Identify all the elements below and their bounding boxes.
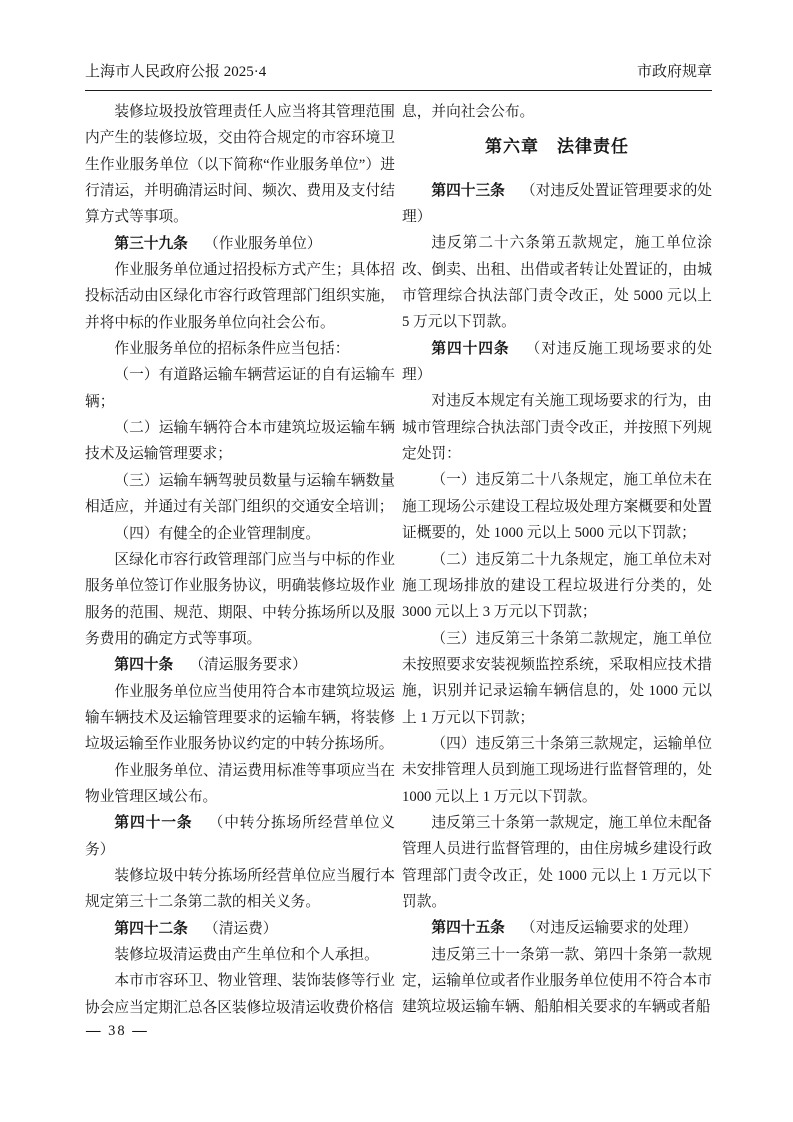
article-title: （清运服务要求）	[189, 657, 307, 674]
article-heading	[402, 178, 712, 231]
article-number: 第四十三条	[431, 182, 505, 199]
paragraph: 装修垃圾清运费由产生单位和个人承担。	[114, 947, 379, 963]
paragraph: （二）运输车辆符合本市建筑垃圾运输车辆技术及运输管理要求；	[85, 420, 395, 463]
article-number: 第四十五条	[431, 920, 505, 937]
article-number: 第四十条	[114, 657, 174, 674]
article-number: 第四十一条	[114, 815, 193, 832]
page-header	[85, 62, 712, 91]
column-left	[85, 99, 395, 1021]
footer-dash-left: —	[86, 1023, 103, 1039]
paragraph: 区绿化市容行政管理部门应当与中标的作业服务单位签订作业服务协议，明确装修垃圾作业服务的范围、规范、期限、中转分拣场所以及服务费用的确定方式等事项。	[85, 551, 395, 647]
paragraph: （四）有健全的企业管理制度。	[114, 525, 321, 542]
column-right	[402, 99, 712, 1021]
document-body	[85, 99, 712, 1021]
paragraph: 作业服务单位、清运费用标准等事项应当在物业管理区域公布。	[85, 762, 395, 805]
paragraph: 本市市容环卫、物业管理、装饰装修等行业协会应当定期汇总各区装修垃圾清运收费价格信	[85, 973, 395, 1016]
paragraph: 违反第三十一条第一款、第四十条第一款规定，运输单位或者作业服务单位使用不符合本市建筑垃圾运输车辆、船舶相关要求的车辆或者船	[402, 946, 712, 1016]
article-title: （中转分拣场所经营单位义务）	[85, 815, 395, 858]
paragraph: 作业服务单位的招标条件应当包括：	[114, 341, 350, 358]
article-heading	[85, 916, 395, 942]
paragraph: 作业服务单位通过招投标方式产生；具体招投标活动由区绿化市容行政管理部门组织实施，并将中标的作业服务单位向社会公布。	[85, 262, 395, 331]
article-title: （清运费）	[204, 920, 278, 937]
page-footer	[86, 1021, 149, 1041]
article-title: （对违反处置证管理要求的处理）	[402, 182, 712, 226]
article-title: （对违反运输要求的处理）	[521, 920, 698, 937]
article-title: （作业服务单位）	[204, 235, 322, 252]
paragraph: 作业服务单位应当使用符合本市建筑垃圾运输车辆技术及运输管理要求的运输车辆，将装修垃圾运输至作业服务协议约定的中转分拣场所。	[85, 683, 395, 753]
paragraph: 违反第二十六条第五款规定，施工单位涂改、倒卖、出租、出借或者转让处置证的，由城市管理综合执法部门责令改正，处 5000 元以上 5 万元以下罚款。	[402, 235, 712, 331]
article-heading	[402, 915, 712, 941]
article-heading	[85, 810, 395, 863]
paragraph: （一）违反第二十八条规定，施工单位未在施工现场公示建设工程垃圾处理方案概要和处置证概要的，处 1000 元以上 5000 元以下罚款；	[402, 472, 712, 542]
article-heading	[402, 336, 712, 389]
article-number: 第四十二条	[114, 920, 188, 937]
paragraph: 装修垃圾中转分拣场所经营单位应当履行本规定第三十二条第二款的相关义务。	[85, 867, 395, 911]
paragraph: 装修垃圾投放管理责任人应当将其管理范围内产生的装修垃圾，交由符合规定的市容环境卫生作业服务单位（以下简称“作业服务单位”）进行清运，并明确清运时间、频次、费用及支付结算方式等事项。	[85, 104, 395, 226]
paragraph: 违反第三十条第一款规定，施工单位未配备管理人员进行监督管理的，由住房城乡建设行政管理部门责令改正，处 1000 元以上 1 万元以下罚款。	[402, 814, 712, 910]
paragraph: （二）违反第二十九条规定，施工单位未对施工现场排放的建设工程垃圾进行分类的，处 3000 元以上 3 万元以下罚款；	[402, 551, 712, 621]
header-section-label: 市政府规章	[636, 64, 712, 80]
page-number: 38	[108, 1023, 127, 1039]
paragraph: 对违反本规定有关施工现场要求的行为，由城市管理综合执法部门责令改正，并按照下列规定处罚：	[402, 393, 712, 463]
article-title: （对违反施工现场要求的处理）	[402, 340, 712, 384]
article-heading	[85, 652, 395, 678]
paragraph: （三）运输车辆驾驶员数量与运输车辆数量相适应，并通过有关部门组织的交通安全培训；	[85, 472, 395, 516]
paragraph: 息，并向社会公布。	[402, 104, 535, 120]
paragraph: （三）违反第三十条第二款规定，施工单位未按照要求安装视频监控系统，采取相应技术措施，识别并记录运输车辆信息的，处 1000 元以上 1 万元以下罚款；	[402, 630, 712, 726]
footer-dash-right: —	[132, 1023, 149, 1039]
header-gazette-title: 上海市人民政府公报 2025·4	[85, 64, 267, 80]
paragraph: （一）有道路运输车辆营运证的自有运输车辆；	[85, 367, 395, 410]
article-number: 第三十九条	[114, 235, 188, 252]
article-number: 第四十四条	[431, 340, 510, 357]
paragraph: （四）违反第三十条第三款规定，运输单位未安排管理人员到施工现场进行监督管理的，处 1000 元以上 1 万元以下罚款。	[402, 735, 712, 805]
chapter-heading: 第六章 法律责任	[485, 137, 629, 157]
article-heading	[85, 231, 395, 257]
